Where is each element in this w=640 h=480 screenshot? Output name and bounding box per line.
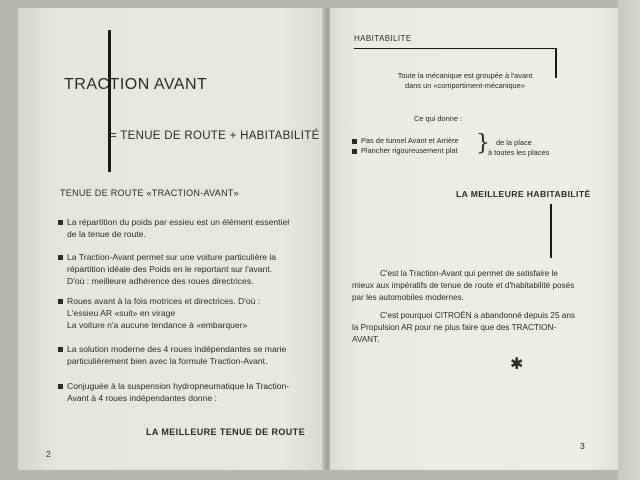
brace-result: de la place à toutes les places xyxy=(488,138,550,157)
bullet-icon xyxy=(58,384,63,389)
page-number: 2 xyxy=(46,449,51,459)
bullet-paragraph-2: La Traction-Avant permet sur une voiture particulière la répartition idéale des Poids en le reportant sur l'avant. D'où : meilleure adhérence des roues directrices. xyxy=(58,251,314,287)
star-icon: ✱ xyxy=(510,354,524,373)
section-heading: TENUE DE ROUTE «TRACTION-AVANT» xyxy=(60,188,239,198)
bullet-paragraph-4: La solution moderne des 4 roues indépendantes se marie particulièrement bien avec la formule Traction-Avant. xyxy=(58,343,314,367)
feature-list: Pas de tunnel Avant et Arrière Plancher rigoureusement plat xyxy=(352,136,459,156)
vertical-rule xyxy=(108,30,111,172)
equation-subtitle: = TENUE DE ROUTE + HABITABILITÉ xyxy=(110,130,320,142)
bullet-icon xyxy=(58,347,63,352)
bullet-icon xyxy=(352,149,357,154)
bullet-icon xyxy=(352,139,357,144)
page-number: 3 xyxy=(580,441,585,451)
conclusion-heading: LA MEILLEURE TENUE DE ROUTE xyxy=(146,427,305,437)
right-page xyxy=(330,8,618,470)
bullet-icon xyxy=(58,255,63,260)
page-title: TRACTION AVANT xyxy=(64,76,208,93)
page-header: HABITABILITE xyxy=(354,34,412,43)
bullet-paragraph-5: Conjuguée à la suspension hydropneumatique la Traction- Avant à 4 roues indépendantes donne : xyxy=(58,380,314,404)
background-edge xyxy=(618,0,640,480)
paragraph-1: C'est la Traction-Avant qui permet de satisfaire le mieux aux impératifs de tenue de route et d'habitabilité posés par les automobiles modernes. xyxy=(352,269,575,302)
conclusion-heading: LA MEILLEURE HABITABILITÉ xyxy=(456,189,591,199)
left-page xyxy=(18,8,326,470)
ce-qui-donne: Ce qui donne : xyxy=(414,114,463,123)
brace-icon: } xyxy=(476,131,490,156)
paragraph-2: C'est pourquoi CITROËN a abandonné depuis 25 ans la Propulsion AR pour ne plus faire que des TRACTION- AVANT. xyxy=(352,311,576,344)
bullet-paragraph-1: La répartition du poids par essieu est un élément essentiel de la tenue de route. xyxy=(58,216,314,240)
bullet-paragraph-3: Roues avant à la fois motrices et directrices. D'où : L'essieu AR «suit» en virage La voiture n'a aucune tendance à «embarquer» xyxy=(58,295,314,331)
header-rule xyxy=(354,48,556,49)
vertical-rule xyxy=(550,204,552,258)
bullet-icon xyxy=(58,220,63,225)
bullet-icon xyxy=(58,299,63,304)
intro-text: Toute la mécanique est groupée à l'avant dans un «comportiment-mécanique» xyxy=(397,71,533,90)
